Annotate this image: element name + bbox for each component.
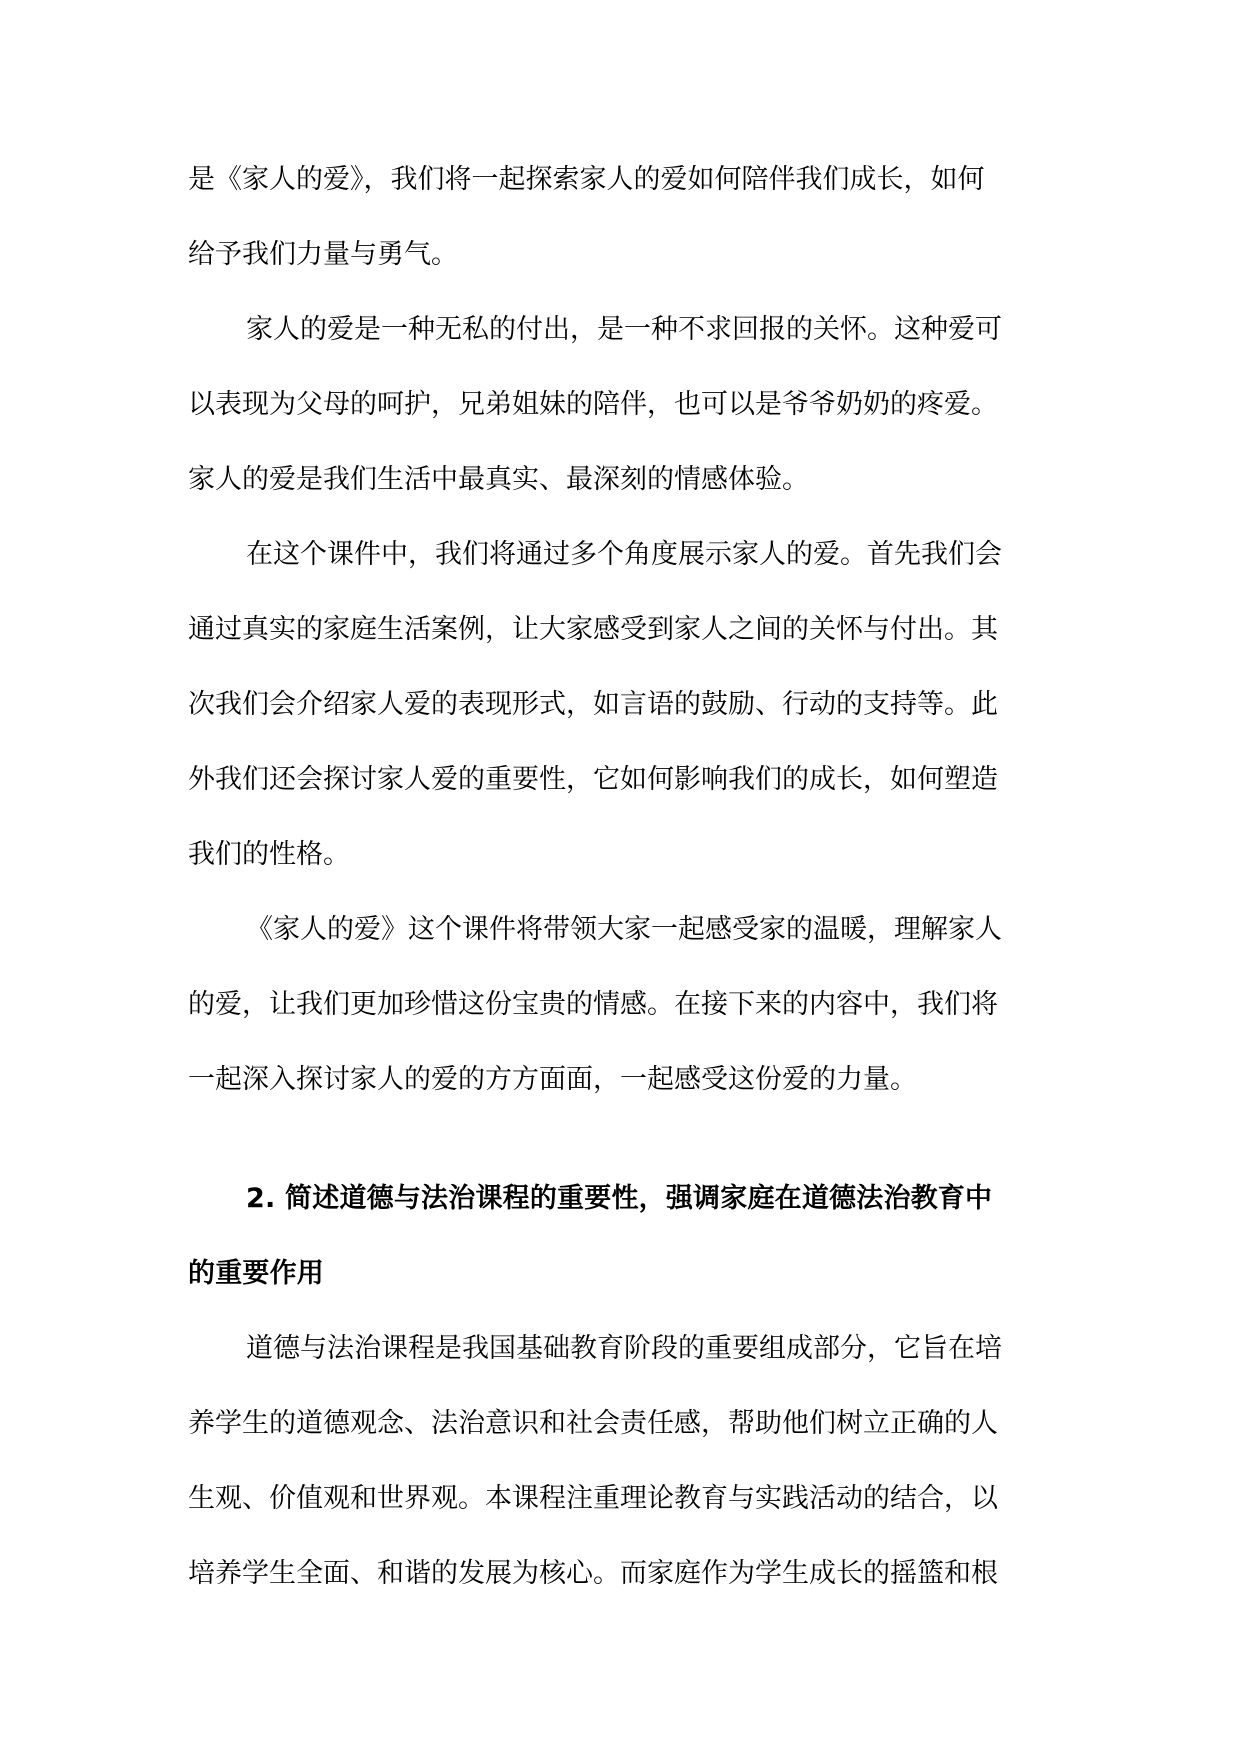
- text-line: 通过真实的家庭生活案例，让大家感受到家人之间的关怀与付出。其: [188, 614, 998, 645]
- intro-continuation-paragraph: [188, 142, 1053, 292]
- course-importance-paragraph: [188, 1311, 1053, 1611]
- text-line: 养学生的道德观念、法治意识和社会责任感，帮助他们树立正确的人: [188, 1408, 998, 1439]
- text-line: 《家人的爱》这个课件将带领大家一起感受家的温暖，理解家人: [246, 914, 1002, 945]
- text-line: 次我们会介绍家人爱的表现形式，如言语的鼓励、行动的支持等。此: [188, 689, 998, 720]
- text-line: 是《家人的爱》，我们将一起探索家人的爱如何陪伴我们成长，如何: [188, 164, 985, 195]
- section-heading: [188, 1161, 1053, 1311]
- courseware-paragraph: [188, 517, 1053, 892]
- text-line: 以表现为父母的呵护，兄弟姐妹的陪伴，也可以是爷爷奶奶的疼爱。: [188, 389, 998, 420]
- section-spacer: [188, 1117, 1053, 1161]
- text-line: 家人的爱是我们生活中最真实、最深刻的情感体验。: [188, 464, 809, 495]
- conclusion-paragraph: [188, 892, 1053, 1117]
- text-line: 一起深入探讨家人的爱的方方面面，一起感受这份爱的力量。: [188, 1064, 917, 1095]
- love-definition-paragraph: [188, 292, 1053, 517]
- text-line: 给予我们力量与勇气。: [188, 239, 458, 270]
- text-line: 道德与法治课程是我国基础教育阶段的重要组成部分，它旨在培: [246, 1333, 1002, 1364]
- heading-line: 2. 简述道德与法治课程的重要性，强调家庭在道德法治教育中: [246, 1183, 993, 1214]
- text-line: 家人的爱是一种无私的付出，是一种不求回报的关怀。这种爱可: [246, 314, 1002, 345]
- text-line: 我们的性格。: [188, 839, 350, 870]
- text-line: 外我们还会探讨家人爱的重要性，它如何影响我们的成长，如何塑造: [188, 764, 998, 795]
- heading-line: 的重要作用: [188, 1258, 324, 1289]
- text-line: 在这个课件中，我们将通过多个角度展示家人的爱。首先我们会: [246, 539, 1002, 570]
- document-body: [188, 142, 1053, 1611]
- text-line: 生观、价值观和世界观。本课程注重理论教育与实践活动的结合，以: [188, 1483, 998, 1514]
- text-line: 的爱，让我们更加珍惜这份宝贵的情感。在接下来的内容中，我们将: [188, 989, 998, 1020]
- text-line: 培养学生全面、和谐的发展为核心。而家庭作为学生成长的摇篮和根: [188, 1558, 998, 1589]
